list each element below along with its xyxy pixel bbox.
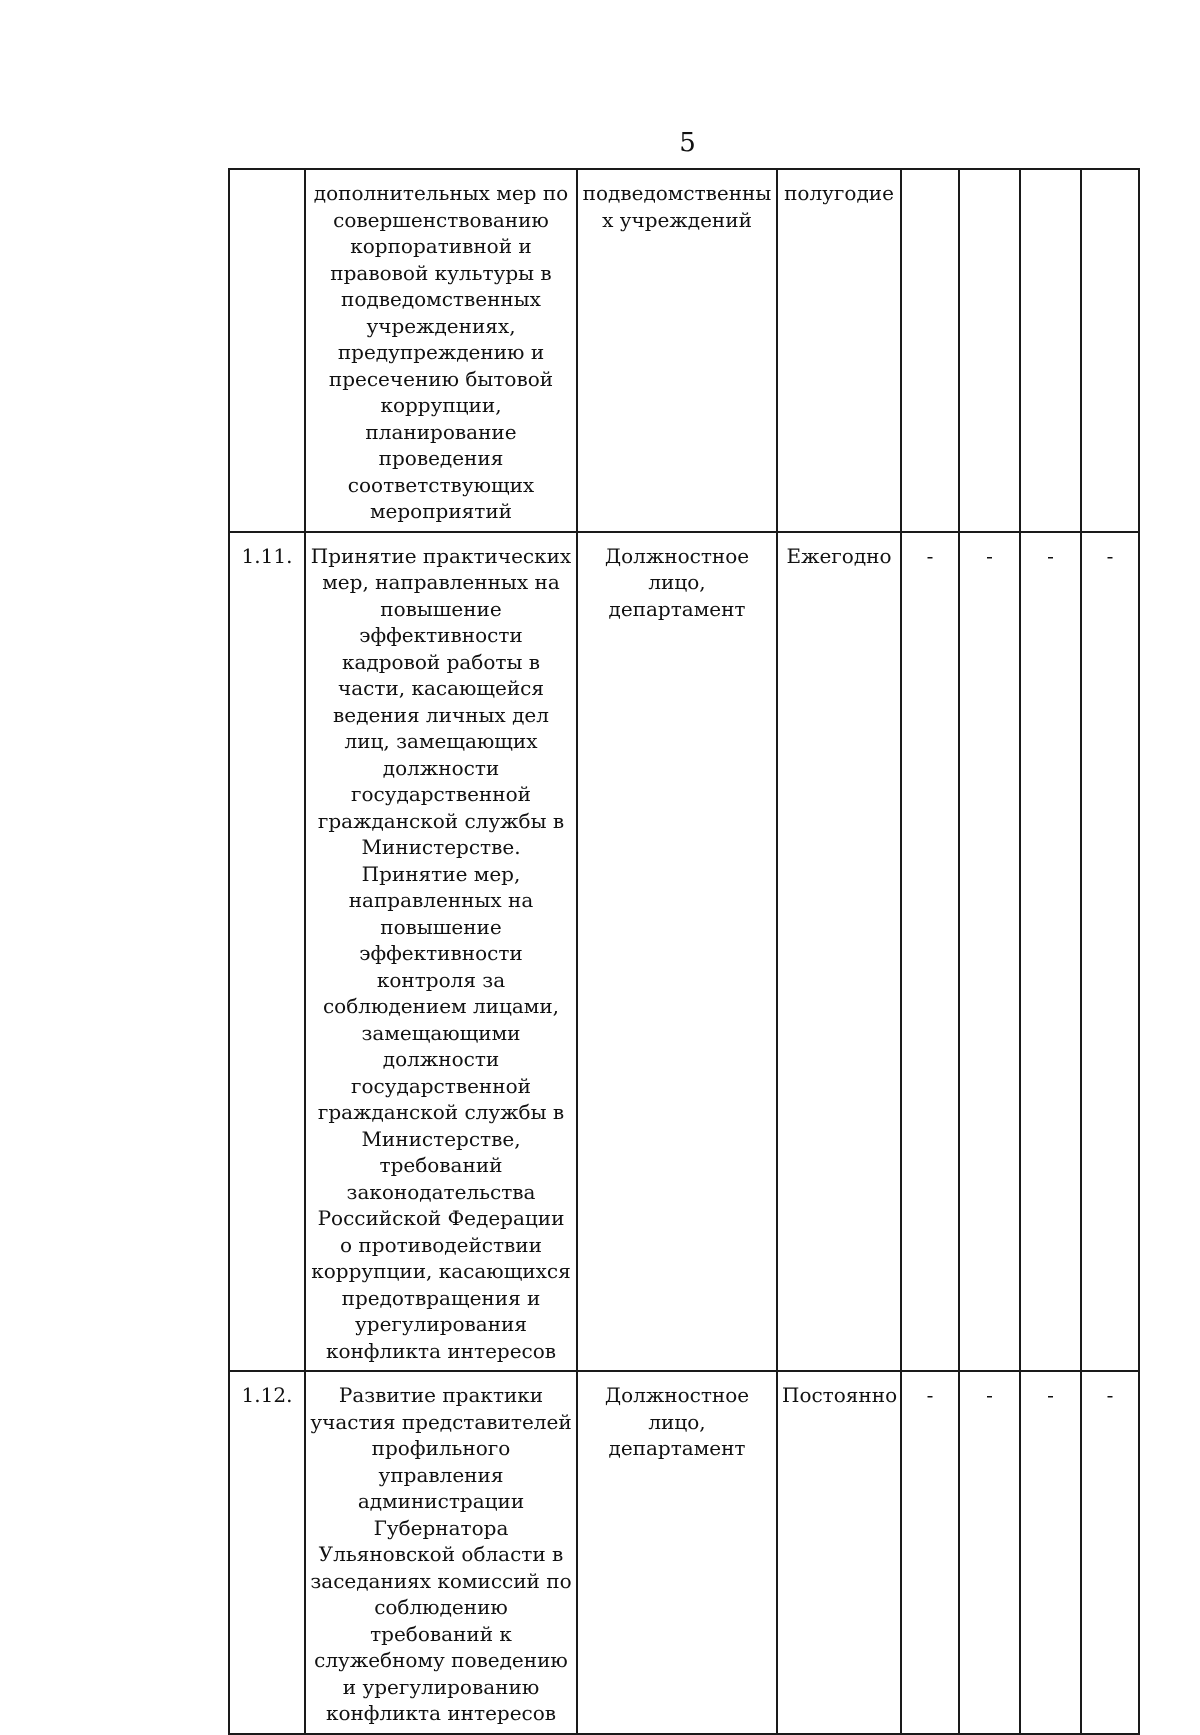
value-cell (901, 169, 959, 532)
deadline-cell: полугодие (777, 169, 901, 532)
table-row (229, 532, 1139, 1372)
table-row (229, 169, 1139, 532)
deadline-cell: Постоянно (777, 1371, 901, 1734)
value-cell: - (1081, 1371, 1139, 1734)
table-row (229, 1371, 1139, 1734)
value-cell: - (959, 532, 1020, 1372)
value-cell: - (959, 1371, 1020, 1734)
row-number-cell (229, 169, 305, 532)
value-cell: - (1081, 532, 1139, 1372)
measure-description-cell: Принятие практических мер, направленных на повышение эффективности кадровой работы в части, касающейся ведения личных дел лиц, замещающих должности государственной гражданской службы в Министерстве. Принятие мер, направленных на повышение эффективности контроля за соблюдением лицами, замещающими должности государственной гражданской службы в Министерстве, требований законодательства Российской Федерации о противодействии коррупции, касающихся предотвращения и урегулирования конфликта интересов (305, 532, 577, 1372)
row-number-cell: 1.11. (229, 532, 305, 1372)
measure-description-cell: дополнительных мер по совершенствованию корпоративной и правовой культуры в подведомственных учреждениях, предупреждению и пресечению бытовой коррупции, планирование проведения соответствующих мероприятий (305, 169, 577, 532)
value-cell (959, 169, 1020, 532)
row-number-cell: 1.12. (229, 1371, 305, 1734)
measure-description-cell: Развитие практики участия представителей профильного управления администрации Губернатора Ульяновской области в заседаниях комиссий по соблюдению требований к служебному поведению и урегулированию конфликта интересов (305, 1371, 577, 1734)
value-cell: - (1020, 1371, 1081, 1734)
responsible-cell: Должностное лицо, департамент (577, 532, 777, 1372)
value-cell: - (1020, 532, 1081, 1372)
deadline-cell: Ежегодно (777, 532, 901, 1372)
value-cell (1020, 169, 1081, 532)
value-cell (1081, 169, 1139, 532)
responsible-cell: подведомственны х учреждений (577, 169, 777, 532)
responsible-cell: Должностное лицо, департамент (577, 1371, 777, 1734)
plan-table (228, 168, 1140, 1735)
page-number: 5 (679, 128, 696, 158)
value-cell: - (901, 1371, 959, 1734)
value-cell: - (901, 532, 959, 1372)
